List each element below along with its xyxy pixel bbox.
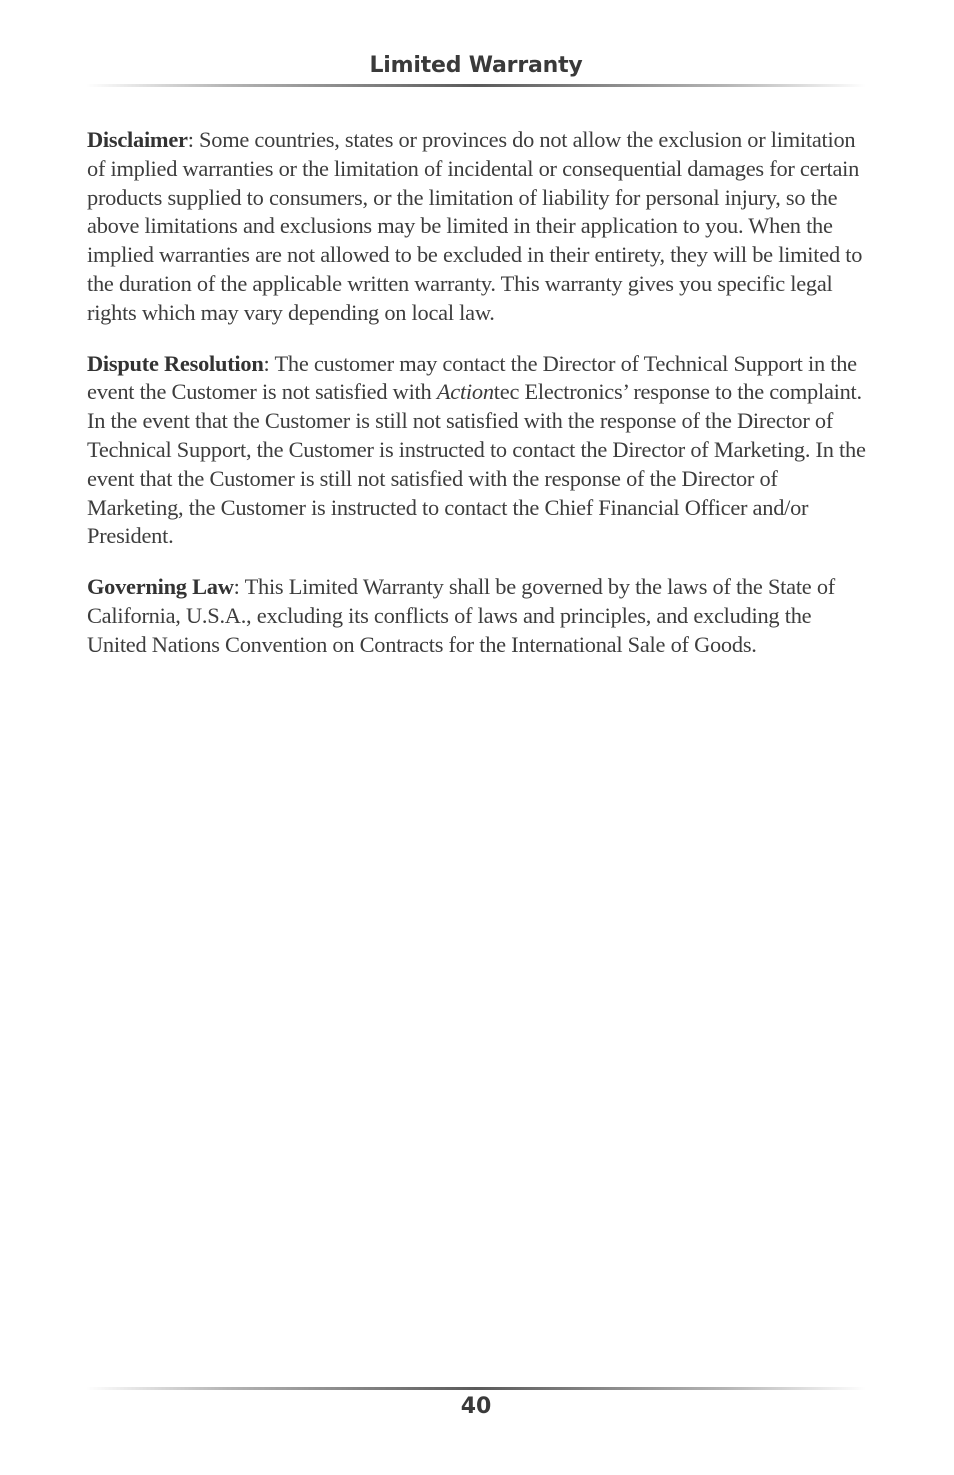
- dispute-resolution-separator: :: [263, 350, 275, 376]
- disclaimer-separator: :: [187, 127, 200, 152]
- governing-law-paragraph: [87, 573, 872, 659]
- dispute-resolution-heading: Dispute Resolution: [87, 350, 264, 376]
- governing-law-separator: :: [233, 574, 245, 600]
- page-title: Limited Warranty: [369, 53, 583, 78]
- page-number: 40: [460, 1394, 492, 1419]
- page-header: [86, 50, 866, 82]
- brand-name-italic: Action: [436, 379, 494, 405]
- header-divider: [86, 84, 866, 87]
- dispute-resolution-text-start: The customer may contact the Director of Technical Support in the event the Customer is not satisfied with: [87, 350, 857, 405]
- footer-divider: [86, 1387, 866, 1390]
- disclaimer-text: Some countries, states or provinces do not allow the exclusion or limitation of implied warranties or the limitation of incidental or consequential damages for certain products supplied to consumers, or the limitation of liability for personal injury, so the above limitations and exclusions may be limited in their application to you. When the implied warranties are not allowed to be excluded in their entirety, they will be limited to the duration of the applicable written warranty. This warranty gives you specific legal rights which may vary depending on local law.: [87, 127, 863, 325]
- governing-law-heading: Governing Law: [87, 574, 234, 600]
- document-body: [87, 126, 872, 682]
- dispute-resolution-paragraph: [87, 350, 872, 552]
- governing-law-text: This Limited Warranty shall be governed by the laws of the State of California, U.S.A., excluding its conflicts of laws and principles, and excluding the United Nations Convention on Contracts for the International Sale of Goods.: [87, 574, 835, 657]
- disclaimer-heading: Disclaimer: [87, 127, 188, 152]
- disclaimer-paragraph: [87, 126, 872, 328]
- dispute-resolution-text-end: tec Electronics’ response to the complaint. In the event that the Customer is still not satisfied with the response of the Director of Technical Support, the Customer is instructed to contact the Director of Marketing. In the event that the Customer is still not satisfied with the response of the Director of Marketing, the Customer is instructed to contact the Chief Financial Officer and/or President.: [87, 379, 866, 549]
